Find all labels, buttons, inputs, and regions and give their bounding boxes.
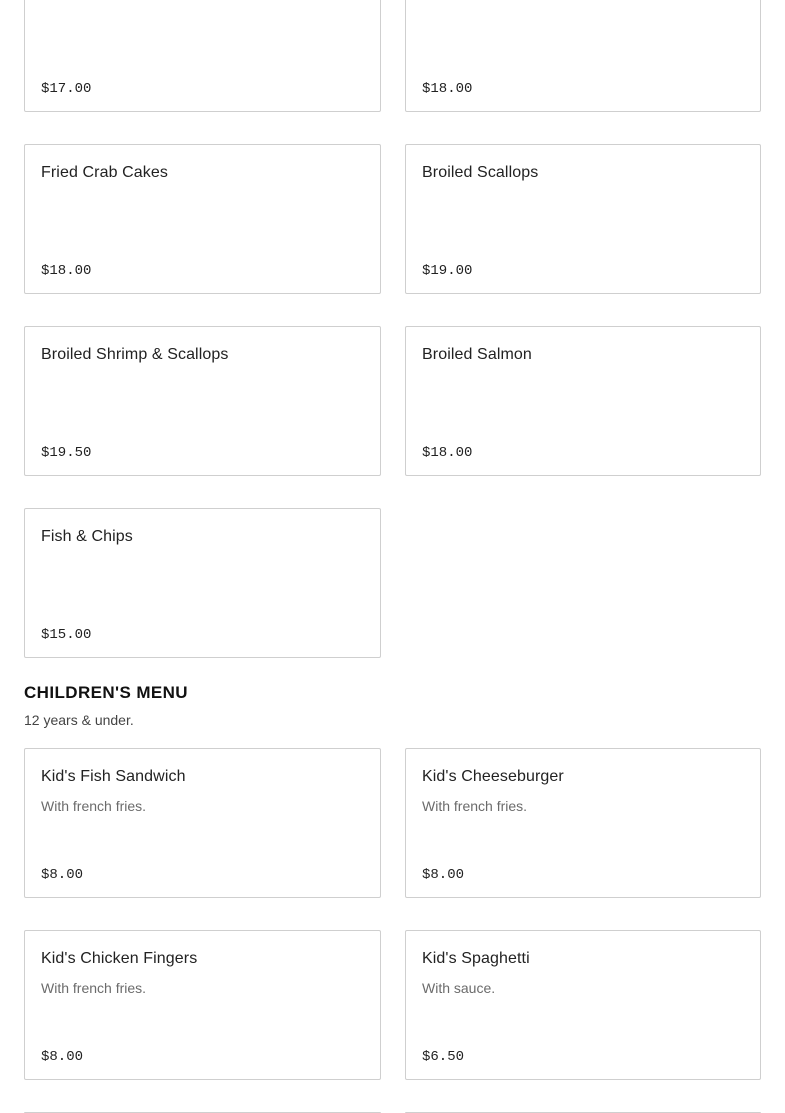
menu-item-price: $19.00 (422, 263, 473, 279)
menu-item-name: Kid's Spaghetti (422, 950, 530, 967)
menu-item-card[interactable] (24, 326, 381, 476)
menu-item-card[interactable] (405, 930, 761, 1080)
menu-item-price: $18.00 (422, 81, 473, 97)
menu-item-card[interactable] (24, 0, 381, 112)
menu-item-card[interactable] (24, 144, 381, 294)
menu-item-name: Fish & Chips (41, 528, 133, 545)
menu-item-price: $8.00 (41, 867, 84, 883)
menu-item-price: $6.50 (422, 1049, 465, 1065)
menu-item-name: Broiled Scallops (422, 164, 539, 181)
menu-item-price: $15.00 (41, 627, 92, 643)
menu-item-price: $8.00 (41, 1049, 84, 1065)
menu-item-name: Kid's Chicken Fingers (41, 950, 198, 967)
menu-item-name: Broiled Shrimp & Scallops (41, 346, 229, 363)
menu-item-price: $17.00 (41, 81, 92, 97)
menu-item-description: With french fries. (41, 798, 147, 814)
menu-item-card[interactable] (24, 930, 381, 1080)
menu-item-price: $18.00 (41, 263, 92, 279)
menu-item-description: With french fries. (422, 798, 528, 814)
menu-item-name: Kid's Fish Sandwich (41, 768, 186, 785)
section-title: CHILDREN'S MENU (24, 683, 188, 702)
menu-item-card[interactable] (24, 748, 381, 898)
menu-item-description: With french fries. (41, 980, 147, 996)
menu-item-price: $19.50 (41, 445, 92, 461)
menu-item-description: With sauce. (422, 980, 496, 996)
menu-item-card[interactable] (24, 508, 381, 658)
menu-item-card[interactable] (405, 748, 761, 898)
menu-item-card[interactable] (405, 144, 761, 294)
menu-item-name: Fried Crab Cakes (41, 164, 168, 181)
menu-item-price: $8.00 (422, 867, 465, 883)
menu-item-name: Kid's Cheeseburger (422, 768, 564, 785)
section-subtitle: 12 years & under. (24, 712, 134, 728)
menu-item-price: $18.00 (422, 445, 473, 461)
menu-item-card[interactable] (405, 326, 761, 476)
menu-item-name: Broiled Salmon (422, 346, 532, 363)
menu-item-card[interactable] (405, 0, 761, 112)
